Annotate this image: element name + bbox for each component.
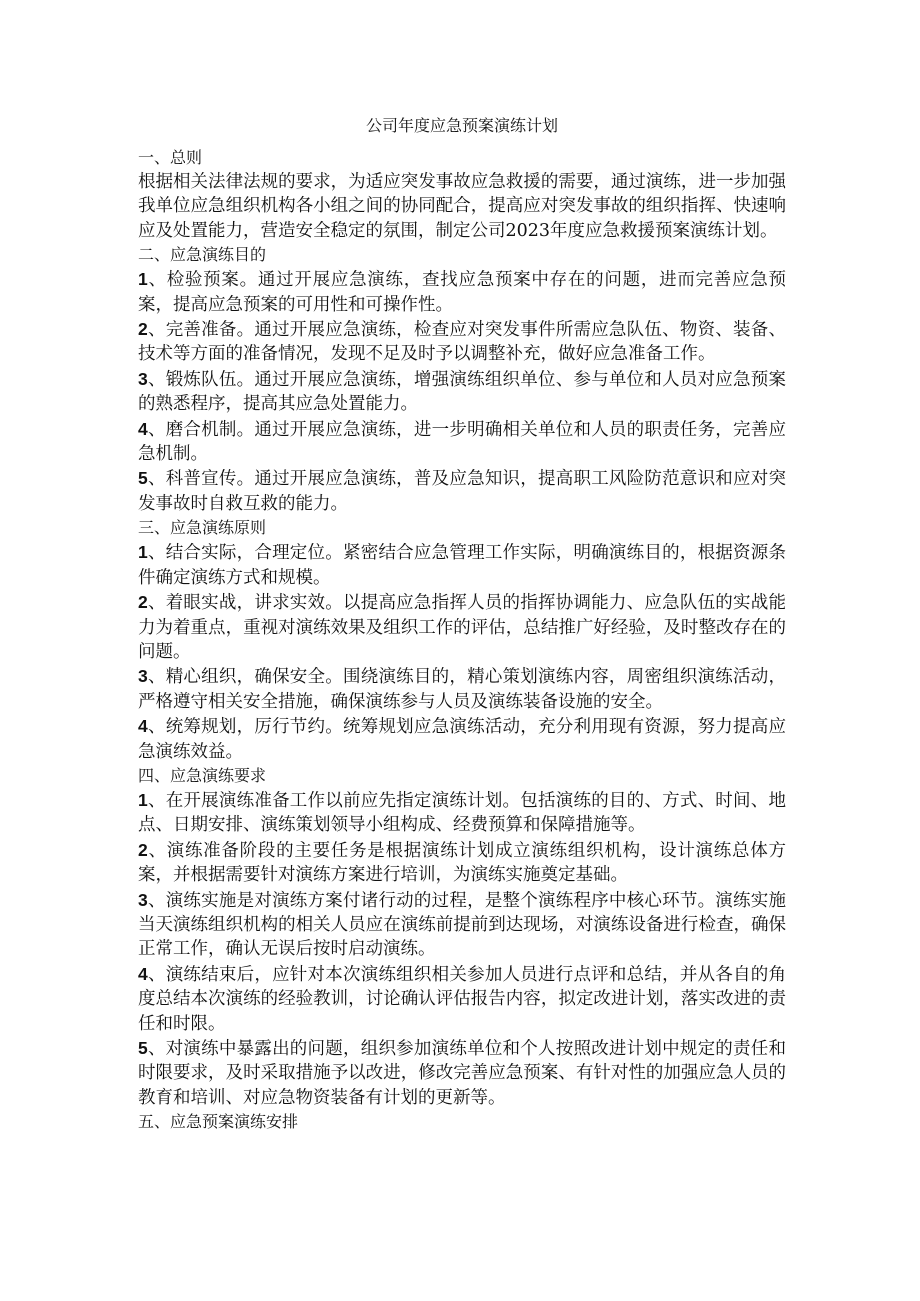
item-number: 2 [138, 839, 148, 860]
body-paragraph [138, 888, 786, 962]
body-paragraph [138, 788, 786, 838]
section-heading: 五、应急预案演练安排 [138, 1112, 299, 1132]
item-number: 2 [138, 319, 148, 340]
body-paragraph [138, 838, 786, 888]
body-paragraph [138, 1036, 786, 1110]
body-paragraph [138, 714, 786, 764]
paragraph-text: 、对演练中暴露出的问题，组织参加演练单位和个人按照改进计划中规定的责任和时限要求，及时采取措施予以改进，修改完善应急预案、有针对性的加强应急人员的教育和培训、对应急物资装备有计划的更新等。 [138, 1039, 786, 1108]
body-paragraph [138, 317, 786, 367]
body-paragraph [138, 664, 786, 714]
body-paragraph [138, 466, 786, 516]
body-paragraph [138, 367, 786, 417]
paragraph-text: 、在开展演练准备工作以前应先指定演练计划。包括演练的目的、方式、时间、地点、日期安排、演练策划领导小组构成、经费预算和保障措施等。 [138, 790, 786, 836]
section-heading: 一、总则 [138, 148, 203, 167]
paragraph-text: 、着眼实战，讲求实效。以提高应急指挥人员的指挥协调能力、应急队伍的实战能力为着重点，重视对演练效果及组织工作的评估，总结推广好经验，及时整改存在的问题。 [138, 593, 786, 662]
item-number: 1 [138, 269, 148, 290]
body-paragraph [138, 540, 786, 590]
body-paragraph [138, 417, 786, 467]
paragraph-text: 、演练结束后，应针对本次演练组织相关参加人员进行点评和总结，并从各自的角度总结本次演练的经验教训，讨论确认评估报告内容，拟定改进计划，落实改进的责任和时限。 [138, 964, 786, 1034]
document-title: 公司年度应急预案演练计划 [365, 116, 558, 135]
paragraph-text: 、锻炼队伍。通过开展应急演练，增强演练组织单位、参与单位和人员对应急预案的熟悉程序，提高其应急处置能力。 [138, 369, 786, 415]
paragraph-text: 、演练实施是对演练方案付诸行动的过程，是整个演练程序中核心环节。演练实施当天演练组织机构的相关人员应在演练前提前到达现场，对演练设备进行检查，确保正常工作，确认无误后按时启动演练。 [138, 890, 786, 960]
item-number: 2 [138, 592, 148, 613]
section-heading: 三、应急演练原则 [138, 518, 267, 538]
item-number: 1 [138, 789, 148, 810]
paragraph-text: 、演练准备阶段的主要任务是根据演练计划成立演练组织机构，设计演练总体方案，并根据需要针对演练方案进行培训，为演练实施奠定基础。 [138, 840, 786, 886]
paragraph-text: 、结合实际，合理定位。紧密结合应急管理工作实际，明确演练目的，根据资源条件确定演练方式和规模。 [138, 543, 786, 588]
body-paragraph [138, 267, 786, 317]
item-number: 3 [138, 889, 148, 910]
section-heading: 四、应急演练要求 [138, 765, 267, 785]
item-number: 4 [138, 418, 148, 439]
body-paragraph [138, 962, 786, 1036]
item-number: 4 [138, 716, 148, 737]
item-number: 3 [138, 666, 148, 687]
document-body [138, 106, 786, 1134]
paragraph-text: 根据相关法律法规的要求，为适应突发事故应急救援的需要，通过演练，进一步加强我单位应急组织机构各小组之间的协同配合，提高应对突发事故的组织指挥、快速响应及处置能力，营造安全稳定的氛围，制定公司2023年度应急救援预案演练计划。 [138, 172, 786, 241]
section-heading: 二、应急演练目的 [138, 245, 267, 265]
item-number: 3 [138, 368, 148, 389]
paragraph-text: 、检验预案。通过开展应急演练，查找应急预案中存在的问题，进而完善应急预案，提高应急预案的可用性和可操作性。 [138, 270, 786, 315]
item-number: 4 [138, 963, 148, 984]
item-number: 1 [138, 542, 148, 563]
body-paragraph [138, 170, 786, 243]
paragraph-text: 、磨合机制。通过开展应急演练，进一步明确相关单位和人员的职责任务，完善应急机制。 [138, 419, 786, 465]
item-number: 5 [138, 468, 148, 489]
paragraph-text: 、完善准备。通过开展应急演练，检查应对突发事件所需应急队伍、物资、装备、技术等方面的准备情况，发现不足及时予以调整补充，做好应急准备工作。 [138, 320, 786, 365]
body-paragraph [138, 590, 786, 664]
paragraph-text: 、科普宣传。通过开展应急演练，普及应急知识，提高职工风险防范意识和应对突发事故时自救互救的能力。 [138, 469, 786, 514]
paragraph-text: 、统筹规划，厉行节约。统筹规划应急演练活动，充分利用现有资源，努力提高应急演练效益。 [138, 717, 786, 762]
item-number: 5 [138, 1038, 148, 1058]
paragraph-text: 、精心组织，确保安全。围绕演练目的，精心策划演练内容，周密组织演练活动，严格遵守相关安全措施，确保演练参与人员及演练装备设施的安全。 [138, 667, 786, 712]
